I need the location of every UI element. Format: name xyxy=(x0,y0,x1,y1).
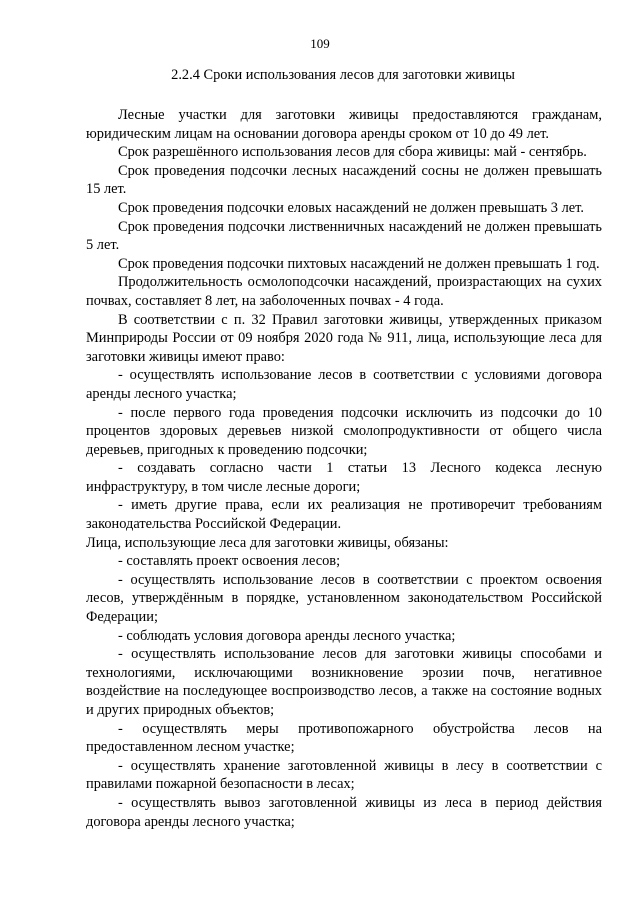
paragraph: Срок проведения подсочки лесных насаждений сосны не должен превышать 15 лет. xyxy=(86,162,602,198)
paragraph: Продолжительность осмолоподсочки насаждений, произрастающих на сухих почвах, составляет 8 лет, на заболоченных почвах - 4 года. xyxy=(86,274,602,309)
page-number: 109 xyxy=(310,36,330,51)
list-item: - иметь другие права, если их реализация не противоречит требованиям законодательства Российской Федерации. xyxy=(86,497,602,533)
list-item: - создавать согласно части 1 статьи 13 Лесного кодекса лесную инфраструктуру, в том числе лесные дороги; xyxy=(86,460,602,495)
section-title: 2.2.4 Сроки использования лесов для заготовки живицы xyxy=(171,67,515,83)
list-item: - осуществлять хранение заготовленной живицы в лесу в соответствии с правилами пожарной безопасности в лесах; xyxy=(86,757,602,793)
paragraph: Срок разрешённого использования лесов для сбора живицы: май - сентябрь. xyxy=(118,144,587,161)
paragraph: В соответствии с п. 32 Правил заготовки живицы, утвержденных приказом Минприроды России от 09 ноября 2020 года № 911, лица, использующие леса для заготовки живицы имеют право: xyxy=(86,311,602,365)
list-item: - осуществлять использование лесов для заготовки живицы способами и технологиями, исключающими возникновение эрозии почв, негативное воздействие на последующее воспроизводство лесов, а также на состояние водных и других природных объектов; xyxy=(86,646,602,718)
list-item: - осуществлять использование лесов в соответствии с проектом освоения лесов, утверждённым в порядке, установленном законодательством Российской Федерации; xyxy=(86,571,602,626)
paragraph: Срок проведения подсочки еловых насаждений не должен превышать 3 лет. xyxy=(118,199,584,216)
list-item: - осуществлять вывоз заготовленной живицы из леса в период действия договора аренды лесного участка; xyxy=(86,794,602,830)
list-item: - соблюдать условия договора аренды лесного участка; xyxy=(118,627,456,644)
paragraph: Срок проведения подсочки пихтовых насаждений не должен превышать 1 год. xyxy=(118,255,600,272)
document-body xyxy=(86,106,602,831)
paragraph: Лица, использующие леса для заготовки живицы, обязаны: xyxy=(86,534,449,551)
paragraph: Срок проведения подсочки лиственничных насаждений не должен превышать 5 лет. xyxy=(86,218,602,254)
list-item: - осуществлять меры противопожарного обустройства лесов на предоставленном лесном участке; xyxy=(86,720,602,756)
list-item: - составлять проект освоения лесов; xyxy=(118,553,341,570)
list-item: - осуществлять использование лесов в соответствии с условиями договора аренды лесного участка; xyxy=(86,367,602,402)
list-item: - после первого года проведения подсочки исключить из подсочки до 10 процентов здоровых деревьев низкой смолопродуктивности от общего числа деревьев, пригодных к проведению подсочки; xyxy=(86,404,602,458)
paragraph: Лесные участки для заготовки живицы предоставляются гражданам, юридическим лицам на основании договора аренды сроком от 10 до 49 лет. xyxy=(86,107,602,142)
